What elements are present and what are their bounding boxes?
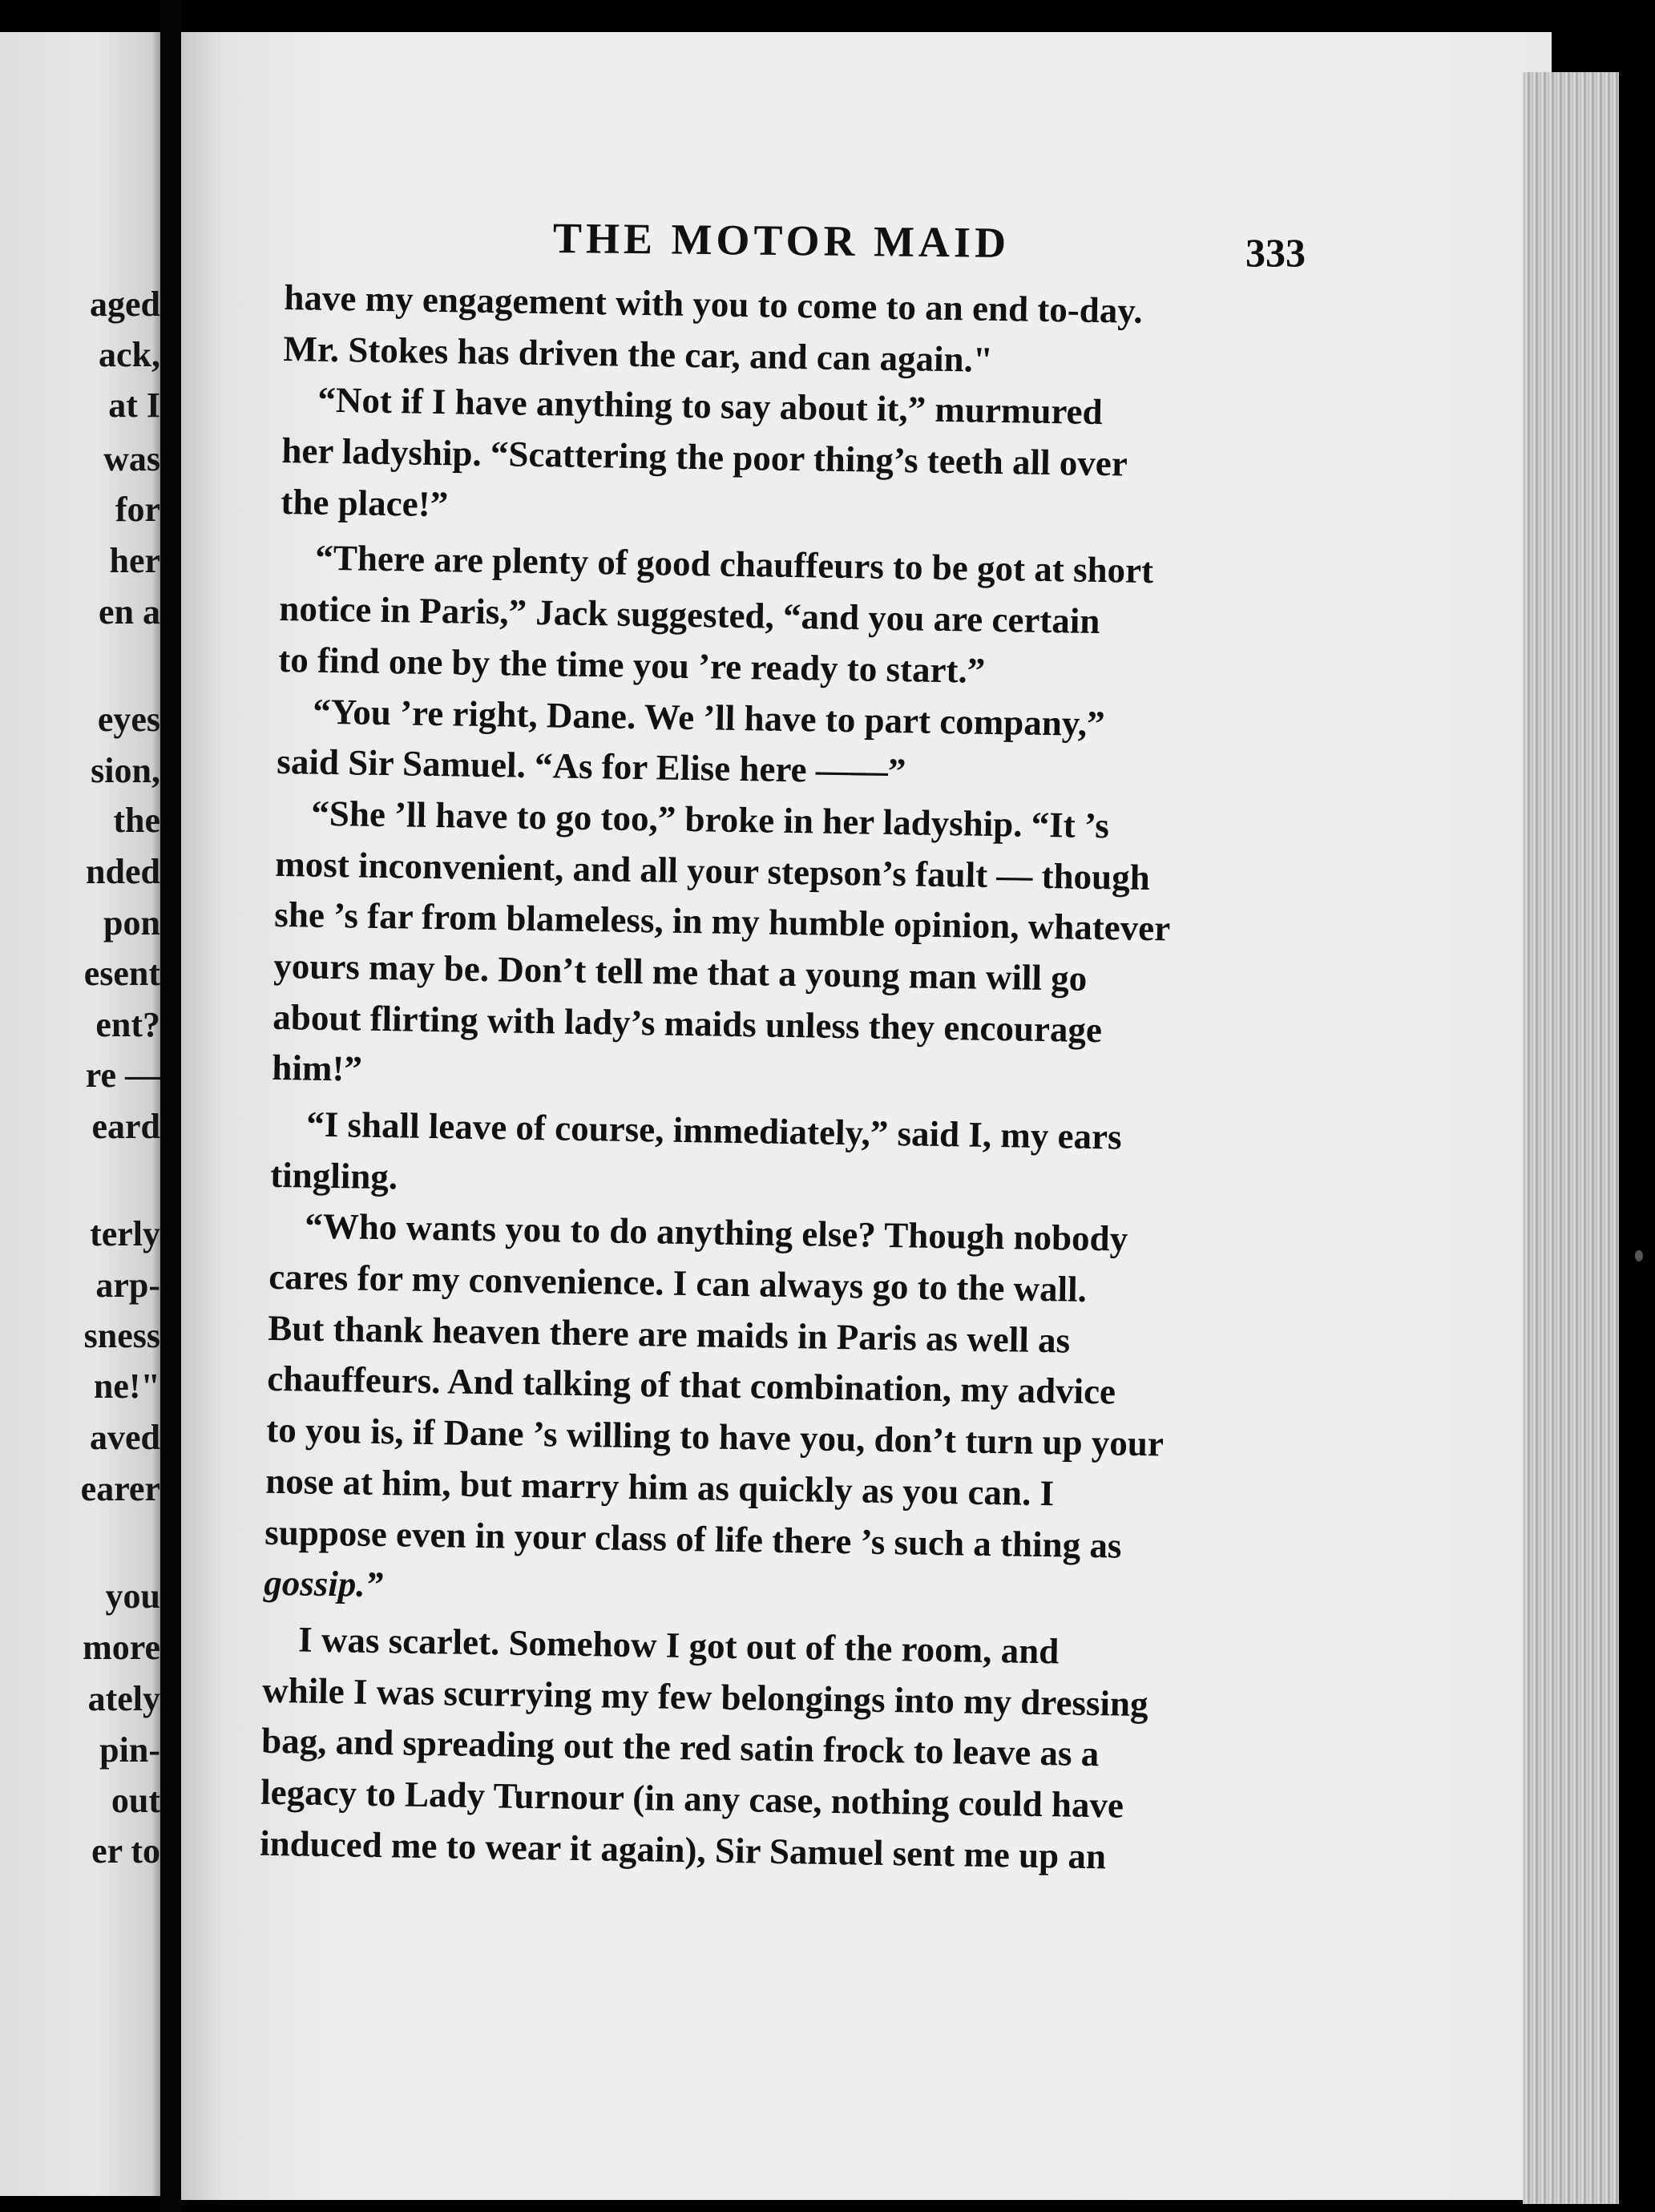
left-page-fragment: for xyxy=(115,490,160,529)
text-line: suppose even in your class of life there ’s such a thing as xyxy=(264,1512,1122,1566)
left-page-fragment: the xyxy=(113,801,160,840)
text-line: I was scarlet. Somehow I got out of the room, and xyxy=(297,1619,1060,1672)
text-line: induced me to wear it again), Sir Samuel sent me up an xyxy=(259,1822,1107,1876)
left-page-fragment: more xyxy=(83,1628,160,1667)
ink-speck xyxy=(1635,1250,1643,1261)
running-head: THE MOTOR MAID xyxy=(552,214,1011,267)
text-line: “Not if I have anything to say about it,” murmured xyxy=(317,380,1104,433)
left-page-fragment: ne!" xyxy=(93,1366,160,1406)
left-page-fragment: out xyxy=(111,1781,160,1820)
left-page-fragment: sness xyxy=(83,1316,160,1355)
left-page-fragment: sion, xyxy=(91,751,160,790)
text-line: the place!” xyxy=(281,481,449,524)
text-line: most inconvenient, and all your stepson’s fault — though xyxy=(275,843,1151,898)
text-line: about flirting with lady’s maids unless they encourage xyxy=(272,996,1103,1050)
left-page-fragment: er to xyxy=(91,1831,160,1871)
text-line: to find one by the time you ’re ready to start.” xyxy=(278,639,986,691)
text-line: cares for my convenience. I can always go to the wall. xyxy=(268,1256,1088,1310)
page-edges xyxy=(1523,72,1619,2204)
text-line: tingling. xyxy=(269,1154,398,1197)
text-line: her ladyship. “Scattering the poor thing’s teeth all over xyxy=(281,430,1128,484)
text-line: “She ’ll have to go too,” broke in her ladyship. “It ’s xyxy=(311,793,1110,846)
text-line: bag, and spreading out the red satin frock to leave as a xyxy=(260,1721,1100,1774)
text-line: nose at him, but marry him as quickly as you can. I xyxy=(264,1460,1055,1514)
left-page-fragment: was xyxy=(103,439,160,478)
text-line: him!” xyxy=(272,1047,363,1089)
left-page-fragment: ent? xyxy=(95,1005,160,1044)
left-page xyxy=(0,32,160,2196)
text-line: chauffeurs. And talking of that combination, my advice xyxy=(266,1358,1116,1412)
left-page-fragment: aged xyxy=(90,285,160,324)
left-page-fragment: pin- xyxy=(99,1730,160,1770)
text-line: “There are plenty of good chauffeurs to be got at short xyxy=(315,538,1154,591)
left-page-fragment: nded xyxy=(86,852,160,891)
left-page-fragment: pon xyxy=(103,903,160,943)
left-page-fragment: eyes xyxy=(97,700,160,739)
left-page-fragment: ack, xyxy=(99,335,160,374)
book-gutter xyxy=(160,0,181,2212)
left-page-fragment: ately xyxy=(87,1679,160,1718)
text-line: have my engagement with you to come to an end to-day. xyxy=(284,276,1143,331)
text-line: “I shall leave of course, immediately,” said I, my ears xyxy=(305,1104,1122,1157)
text-line: while I was scurrying my few belongings into my dressing xyxy=(261,1669,1148,1724)
left-page-fragment: terly xyxy=(90,1214,160,1253)
text-line: said Sir Samuel. “As for Elise here ——” xyxy=(277,741,906,792)
text-line: “Who wants you to do anything else? Though nobody xyxy=(304,1205,1128,1260)
text-line: Mr. Stokes has driven the car, and can again." xyxy=(283,328,994,380)
text-line: yours may be. Don’t tell me that a young man will go xyxy=(273,945,1088,999)
text-line: to you is, if Dane ’s willing to have you, don’t turn up your xyxy=(265,1409,1165,1464)
left-page-fragment: esent xyxy=(83,954,160,993)
left-page-fragment: earer xyxy=(80,1469,160,1508)
left-page-fragment: at I xyxy=(108,385,160,425)
left-page-fragment: eard xyxy=(91,1107,160,1146)
text-line: she ’s far from blameless, in my humble opinion, whatever xyxy=(274,894,1171,949)
left-page-fragment: arp- xyxy=(95,1265,160,1305)
left-page-fragment: aved xyxy=(90,1418,160,1457)
page-body-text xyxy=(260,272,1310,1885)
text-line: notice in Paris,” Jack suggested, “and you are certain xyxy=(279,588,1100,642)
scan-border xyxy=(1619,72,1655,2212)
text-line: legacy to Lady Turnour (in any case, nothing could have xyxy=(260,1771,1124,1826)
text-line: gossip.” xyxy=(263,1562,384,1605)
left-page-fragment: her xyxy=(109,541,160,580)
text-line: But thank heaven there are maids in Paris as well as xyxy=(267,1307,1071,1361)
page-number: 333 xyxy=(1245,230,1306,275)
text-line: “You ’re right, Dane. We ’ll have to part company,” xyxy=(313,691,1105,744)
left-page-fragment: you xyxy=(105,1576,160,1616)
left-page-fragment: re — xyxy=(85,1056,160,1095)
left-page-fragment: en a xyxy=(99,592,160,632)
